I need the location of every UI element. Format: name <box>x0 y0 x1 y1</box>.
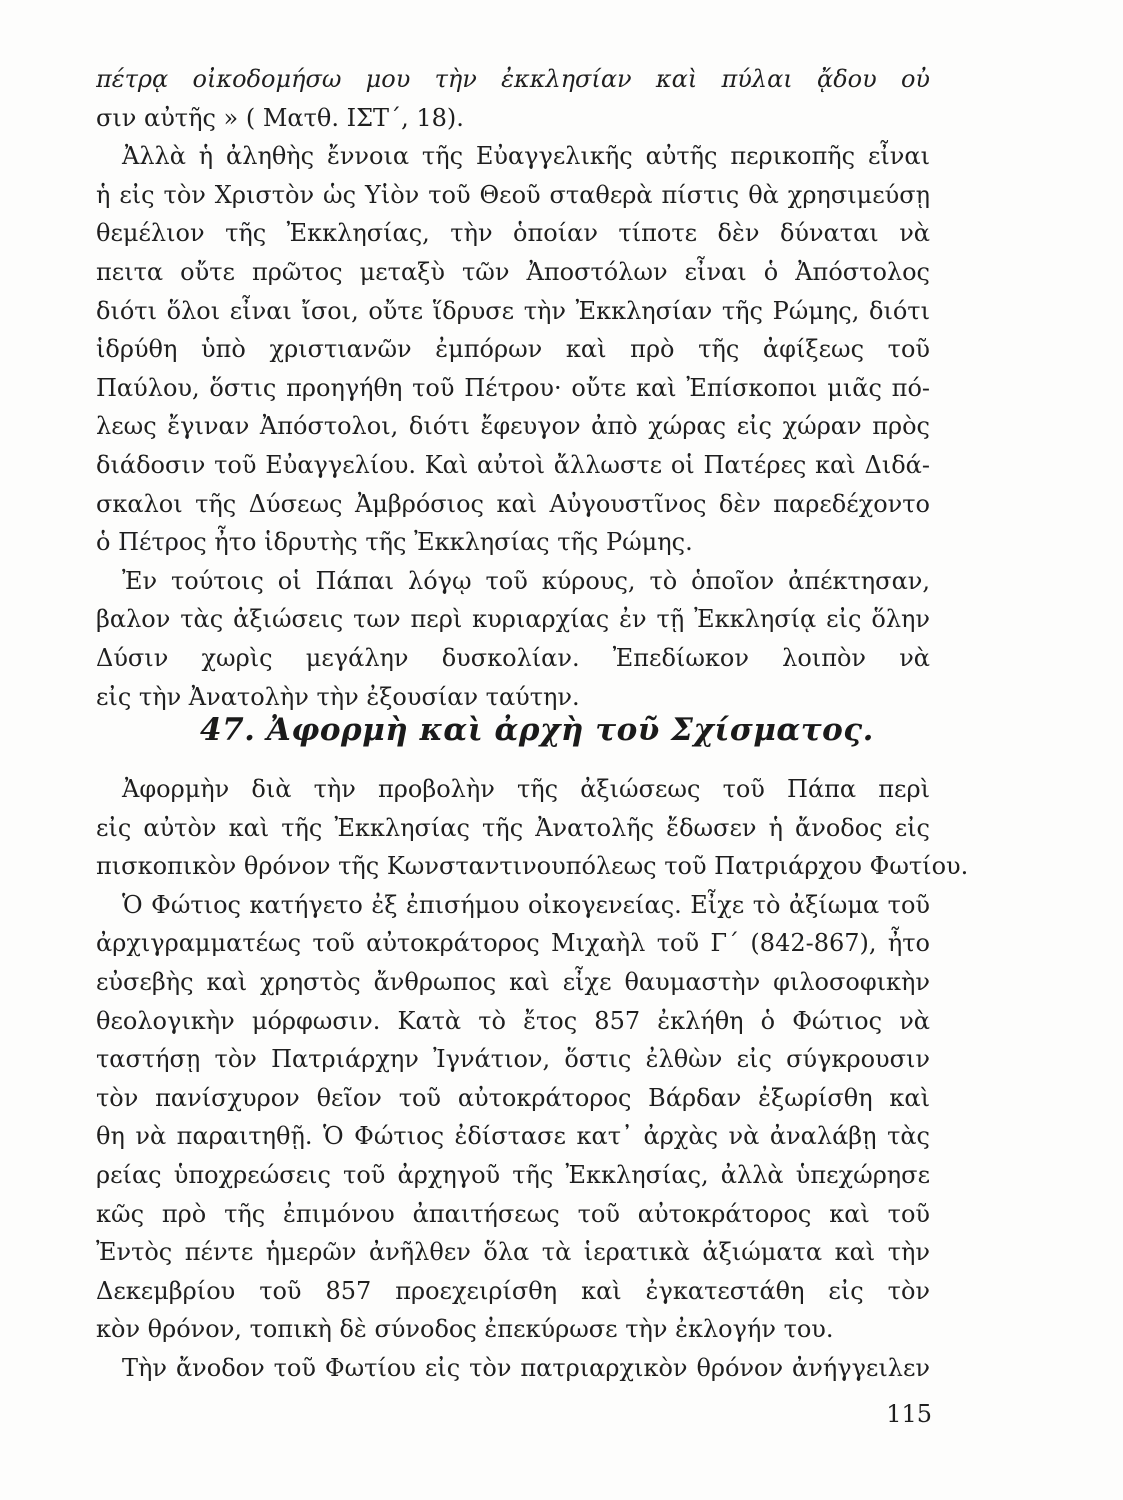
text-line: ἀρχιγραμματέως τοῦ αὐτοκράτορος Μιχαὴλ τοῦ Γ΄ (842-867), ἦτο <box>96 929 930 958</box>
text-line: πειτα οὔτε πρῶτος μεταξὺ τῶν Ἀποστόλων εἶναι ὁ Ἀπόστολος <box>96 257 930 286</box>
text-line: διάδοσιν τοῦ Εὐαγγελίου. Καὶ αὐτοὶ ἄλλωστε οἱ Πατέρες καὶ Διδά- <box>96 450 930 479</box>
text-line: πέτρᾳ οἰκοδομήσω μου τὴν ἐκκλησίαν καὶ πύλαι ᾄδου οὐ <box>96 65 930 93</box>
text-line: διότι ὅλοι εἶναι ἴσοι, οὔτε ἵδρυσε τὴν Ἐκκλησίαν τῆς Ρώμης, διότι <box>96 296 930 325</box>
text-line: Δεκεμβρίου τοῦ 857 προεχειρίσθη καὶ ἐγκατεστάθη εἰς τὸν <box>96 1276 930 1305</box>
text-block-top <box>96 60 930 716</box>
text-line: Ὁ Φώτιος κατήγετο ἐξ ἐπισήμου οἰκογενείας. Εἶχε τὸ ἀξίωμα τοῦ <box>122 890 930 919</box>
text-line: Ἀλλὰ ἡ ἀληθὴς ἔννοια τῆς Εὐαγγελικῆς αὐτῆς περικοπῆς εἶναι <box>122 142 930 171</box>
text-line: ταστήσῃ τὸν Πατριάρχην Ἰγνάτιον, ὅστις ἐλθὼν εἰς σύγκρουσιν <box>96 1045 930 1074</box>
text-line: Ἐντὸς πέντε ἡμερῶν ἀνῆλθεν ὅλα τὰ ἱερατικὰ ἀξιώματα καὶ τὴν <box>96 1238 930 1267</box>
text-line: Παύλου, ὅστις προηγήθη τοῦ Πέτρου· οὔτε καὶ Ἐπίσκοποι μιᾶς πό- <box>96 373 930 402</box>
text-line: Τὴν ἄνοδον τοῦ Φωτίου εἰς τὸν πατριαρχικὸν θρόνον ἀνήγγειλεν <box>122 1353 930 1382</box>
text-line: κῶς πρὸ τῆς ἐπιμόνου ἀπαιτήσεως τοῦ αὐτοκράτορος καὶ τοῦ <box>96 1199 930 1228</box>
text-line: κὸν θρόνον, τοπικὴ δὲ σύνοδος ἐπεκύρωσε τὴν ἐκλογήν του. <box>96 1315 834 1344</box>
text-line: Ἐν τούτοις οἱ Πάπαι λόγῳ τοῦ κύρους, τὸ ὁποῖον ἀπέκτησαν, <box>122 566 930 595</box>
text-line: σιν αὐτῆς » ( Ματθ. ΙΣΤ΄, 18). <box>96 103 464 132</box>
text-line: πισκοπικὸν θρόνον τῆς Κωνσταντινουπόλεως τοῦ Πατριάρχου Φωτίου. <box>96 852 969 881</box>
text-line: λεως ἔγιναν Ἀπόστολοι, διότι ἔφευγον ἀπὸ χώρας εἰς χώραν πρὸς <box>96 412 930 441</box>
text-line: θη νὰ παραιτηθῇ. Ὁ Φώτιος ἐδίστασε κατ᾽ ἀρχὰς νὰ ἀναλάβῃ τὰς <box>96 1122 930 1151</box>
text-line: θεολογικὴν μόρφωσιν. Κατὰ τὸ ἔτος 857 ἐκλήθη ὁ Φώτιος νὰ <box>96 1006 930 1035</box>
text-line: εἰς αὐτὸν καὶ τῆς Ἐκκλησίας τῆς Ἀνατολῆς ἔδωσεν ἡ ἄνοδος εἰς <box>96 813 930 842</box>
text-line: Ἀφορμὴν διὰ τὴν προβολὴν τῆς ἀξιώσεως τοῦ Πάπα περὶ <box>122 775 930 803</box>
text-block-bottom <box>96 770 969 1388</box>
text-line: ἡ εἰς τὸν Χριστὸν ὡς Υἱὸν τοῦ Θεοῦ σταθερὰ πίστις θὰ χρησιμεύσῃ <box>96 180 930 209</box>
text-line: θεμέλιον τῆς Ἐκκλησίας, τὴν ὁποίαν τίποτε δὲν δύναται νὰ <box>96 219 930 248</box>
text-line: σκαλοι τῆς Δύσεως Ἀμβρόσιος καὶ Αὐγουστῖνος δὲν παρεδέχοντο <box>96 489 930 518</box>
text-line: Δύσιν χωρὶς μεγάλην δυσκολίαν. Ἐπεδίωκον λοιπὸν νὰ <box>96 643 930 672</box>
text-line: βαλον τὰς ἀξιώσεις των περὶ κυριαρχίας ἐν τῇ Ἐκκλησίᾳ εἰς ὅλην <box>96 605 930 634</box>
text-line: ὁ Πέτρος ἦτο ἱδρυτὴς τῆς Ἐκκλησίας τῆς Ρώμης. <box>96 528 693 557</box>
text-line: εἰς τὴν Ἀνατολὴν τὴν ἐξουσίαν ταύτην. <box>96 682 580 711</box>
text-line: εὐσεβὴς καὶ χρηστὸς ἄνθρωπος καὶ εἶχε θαυμαστὴν φιλοσοφικὴν <box>96 967 930 996</box>
text-line: τὸν πανίσχυρον θεῖον τοῦ αὐτοκράτορος Βάρδαν ἐξωρίσθη καὶ <box>96 1083 930 1112</box>
page-number: 115 <box>886 1400 932 1428</box>
section-heading: 47. Ἀφορμὴ καὶ ἀρχὴ τοῦ Σχίσματος. <box>200 712 874 748</box>
text-line: ρείας ὑποχρεώσεις τοῦ ἀρχηγοῦ τῆς Ἐκκλησίας, ἀλλὰ ὑπεχώρησε <box>96 1160 930 1189</box>
text-line: ἱδρύθη ὑπὸ χριστιανῶν ἐμπόρων καὶ πρὸ τῆς ἀφίξεως τοῦ <box>96 335 930 364</box>
